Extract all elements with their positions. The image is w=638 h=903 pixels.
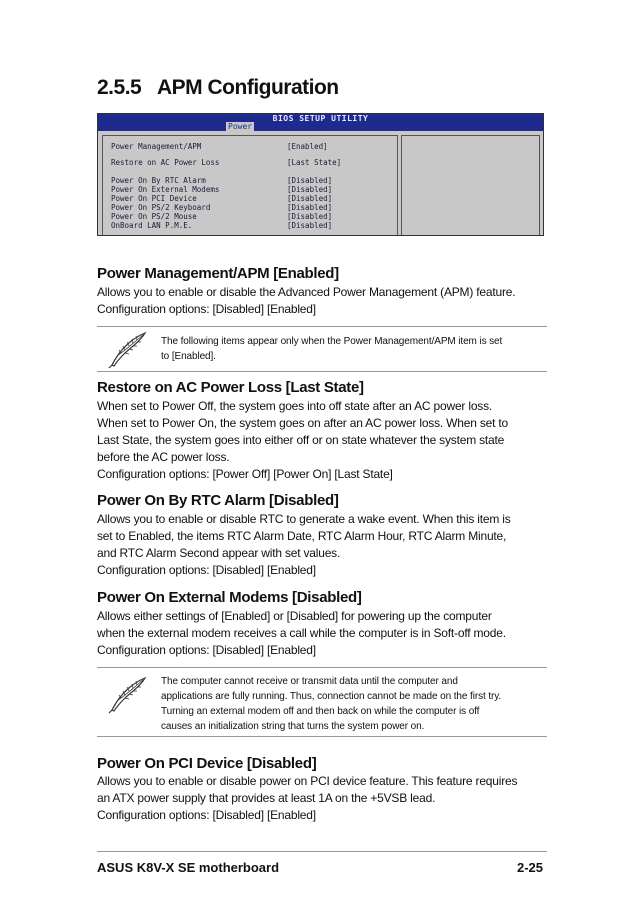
bios-row-value: [Disabled] — [287, 212, 333, 221]
bios-row — [111, 194, 333, 203]
section-body — [97, 608, 547, 659]
bios-row — [111, 203, 333, 212]
body-line: When set to Power Off, the system goes into off state after an AC power loss. — [97, 399, 493, 413]
bios-row — [111, 212, 333, 221]
body-line: when the external modem receives a call while the computer is in Soft-off mode. — [97, 626, 506, 640]
body-line: Configuration options: [Disabled] [Enabled] — [97, 808, 316, 822]
bios-header-title: BIOS SETUP UTILITY — [272, 114, 369, 123]
bios-row — [111, 176, 333, 185]
section-body — [97, 511, 547, 579]
body-line: Last State, the system goes into either off or on state whatever the system state — [97, 433, 505, 447]
bios-row-label: Power On PS/2 Mouse — [111, 212, 197, 221]
bios-row-label: Power Management/APM — [111, 142, 202, 151]
bios-row-label: Power On External Modems — [111, 185, 220, 194]
body-line: before the AC power loss. — [97, 450, 230, 464]
bios-row — [111, 221, 333, 230]
section-body — [97, 398, 547, 483]
footer-rule — [97, 851, 547, 852]
bios-row-value: [Disabled] — [287, 176, 333, 185]
body-line: Configuration options: [Disabled] [Enabled] — [97, 302, 316, 316]
bios-header-bar — [98, 114, 543, 131]
bios-row-label: Power On By RTC Alarm — [111, 176, 206, 185]
note-box — [97, 667, 547, 737]
section-heading: Power Management/APM [Enabled] — [97, 265, 339, 282]
feather-pen-icon — [105, 676, 149, 714]
body-line: Configuration options: [Power Off] [Power On] [Last State] — [97, 467, 393, 481]
bios-row-label: Power On PCI Device — [111, 194, 197, 203]
bios-row-value: [Disabled] — [287, 194, 333, 203]
note-line: The computer cannot receive or transmit data until the computer and — [161, 676, 458, 687]
footer-page-number: 2-25 — [517, 860, 544, 875]
bios-tab-power: Power — [228, 122, 253, 131]
body-line: Allows you to enable or disable power on PCI device feature. This feature requires — [97, 774, 518, 788]
body-line: Allows either settings of [Enabled] or [Disabled] for powering up the computer — [97, 609, 492, 623]
section-heading: Power On PCI Device [Disabled] — [97, 755, 317, 772]
note-line: causes an initialization string that turns the system power on. — [161, 721, 425, 732]
note-line: to [Enabled]. — [161, 351, 216, 362]
bios-screenshot — [97, 113, 544, 236]
body-line: When set to Power On, the system goes on after an AC power loss. When set to — [97, 416, 509, 430]
section-heading: Restore on AC Power Loss [Last State] — [97, 379, 364, 396]
page-title — [97, 76, 339, 100]
bios-row-label: Power On PS/2 Keyboard — [111, 203, 211, 212]
bios-row-value: [Disabled] — [287, 185, 333, 194]
body-line: Allows you to enable or disable the Advanced Power Management (APM) feature. — [97, 285, 516, 299]
body-line: Configuration options: [Disabled] [Enabled] — [97, 643, 316, 657]
section-heading: Power On By RTC Alarm [Disabled] — [97, 492, 339, 509]
note-text — [161, 674, 545, 734]
body-line: an ATX power supply that provides at least 1A on the +5VSB lead. — [97, 791, 436, 805]
bios-row — [111, 158, 342, 167]
section-number: 2.5.5 — [97, 76, 142, 99]
bios-row-label: Restore on AC Power Loss — [111, 158, 220, 167]
bios-row-label: OnBoard LAN P.M.E. — [111, 221, 193, 230]
note-text — [161, 334, 545, 364]
note-box — [97, 326, 547, 372]
body-line: and RTC Alarm Second appear with set values. — [97, 546, 341, 560]
section-body — [97, 284, 547, 318]
bios-row-value: [Disabled] — [287, 203, 333, 212]
body-line: Configuration options: [Disabled] [Enabled] — [97, 563, 316, 577]
bios-help-panel — [401, 135, 540, 235]
note-line: Turning an external modem off and then back on while the computer is off — [161, 706, 480, 717]
section-title: APM Configuration — [157, 76, 339, 99]
bios-row-value: [Disabled] — [287, 221, 333, 230]
section-body — [97, 773, 547, 824]
note-line: The following items appear only when the Power Management/APM item is set — [161, 336, 503, 347]
feather-pen-icon — [105, 331, 149, 369]
body-line: Allows you to enable or disable RTC to generate a wake event. When this item is — [97, 512, 511, 526]
section-heading: Power On External Modems [Disabled] — [97, 589, 362, 606]
bios-row — [111, 185, 333, 194]
bios-row-value: [Last State] — [287, 158, 342, 167]
bios-settings-panel — [102, 135, 398, 235]
bios-row — [111, 142, 328, 151]
bios-row-value: [Enabled] — [287, 142, 328, 151]
body-line: set to Enabled, the items RTC Alarm Date, RTC Alarm Hour, RTC Alarm Minute, — [97, 529, 507, 543]
note-line: applications are fully running. Thus, connection cannot be made on the first try. — [161, 691, 502, 702]
footer-product-name: ASUS K8V-X SE motherboard — [97, 860, 280, 875]
